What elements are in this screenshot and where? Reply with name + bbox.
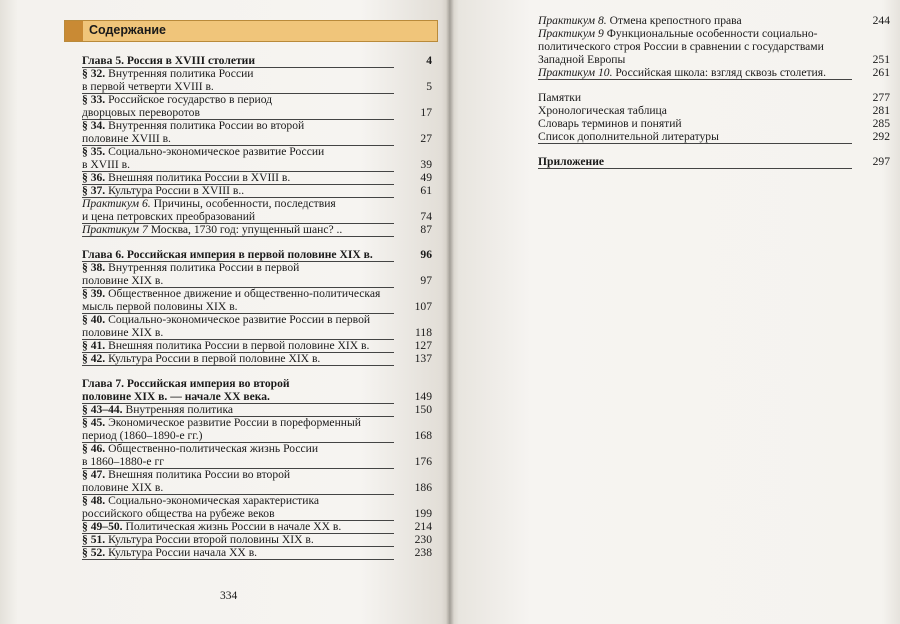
page-number: 214	[414, 520, 432, 533]
entry-title: Словарь терминов и понятий	[538, 117, 682, 130]
toc-entry-bibliography[interactable]	[538, 130, 890, 143]
page-number: 292	[872, 130, 890, 143]
entry-title-line: Общественное движение и общественно-политическая	[108, 287, 381, 300]
book-gutter-shadow	[446, 0, 454, 624]
toc-entry-52[interactable]	[82, 546, 432, 559]
entry-title-line: Внутренняя политика России во второй	[108, 119, 305, 132]
entry-title-line: Российское государство в период	[108, 93, 273, 106]
entry-title-line: российского общества на рубеже веков	[82, 507, 275, 520]
entry-prefix: Практикум 7	[82, 223, 148, 236]
entry-title-line: Внешняя политика России в XVIII в.	[108, 171, 291, 184]
page-number: 199	[414, 507, 432, 520]
entry-title-line: Функциональные особенности социально-	[606, 27, 818, 40]
right-table-of-contents	[538, 14, 890, 168]
page-number: 150	[414, 403, 432, 416]
entry-prefix: § 36.	[82, 171, 106, 184]
toc-entry-34[interactable]	[82, 119, 432, 145]
toc-entry-36[interactable]	[82, 171, 432, 184]
page-number: 281	[872, 104, 890, 117]
page-number: 149	[414, 390, 432, 403]
section-gap	[82, 365, 432, 377]
page-number: 238	[414, 546, 432, 559]
entry-title-line: и цена петровских преобразований	[82, 210, 256, 223]
section-gap	[538, 143, 890, 155]
page-number: 251	[872, 53, 890, 66]
page-number: 277	[872, 91, 890, 104]
chapter-6-heading[interactable]	[82, 248, 432, 261]
underline-rule	[538, 79, 852, 80]
entry-title-line: Внутренняя политика России в первой	[108, 261, 300, 274]
chapter-title-line: половине XIX в. — начале XX века.	[82, 390, 270, 403]
entry-title-line: мысль первой половины XIX в.	[82, 300, 238, 313]
page-number: 96	[420, 248, 432, 261]
entry-prefix: § 42.	[82, 352, 106, 365]
entry-title-line: половине XIX в.	[82, 326, 164, 339]
toc-entry-35[interactable]	[82, 145, 432, 171]
toc-entry-51[interactable]	[82, 533, 432, 546]
entry-title-line: Культура России в первой половине XIX в.	[108, 352, 321, 365]
toc-entry-32[interactable]	[82, 67, 432, 93]
entry-title-line: половине XIX в.	[82, 274, 164, 287]
entry-title: Приложение	[538, 155, 605, 168]
toc-entry-glossary[interactable]	[538, 117, 890, 130]
toc-entry-practicum-7[interactable]	[82, 223, 432, 236]
toc-entry-39[interactable]	[82, 287, 432, 313]
entry-title-line: Общественно-политическая жизнь России	[108, 442, 319, 455]
entry-title-line: Причины, особенности, последствия	[153, 197, 336, 210]
toc-entry-37[interactable]	[82, 184, 432, 197]
page-number: 261	[872, 66, 890, 79]
toc-entry-reminders[interactable]	[538, 91, 890, 104]
section-gap	[538, 79, 890, 91]
entry-prefix: § 40.	[82, 313, 106, 326]
toc-entry-practicum-10[interactable]	[538, 66, 890, 79]
entry-prefix: § 43–44.	[82, 403, 123, 416]
underline-rule	[538, 143, 852, 144]
entry-prefix: § 34.	[82, 119, 106, 132]
toc-entry-47[interactable]	[82, 468, 432, 494]
toc-entry-practicum-8[interactable]	[538, 14, 890, 27]
page-number-footer: 334	[220, 590, 238, 602]
toc-entry-41[interactable]	[82, 339, 432, 352]
contents-header	[64, 20, 438, 42]
page-number: 176	[414, 455, 432, 468]
entry-title-line: политического строя России в сравнении с государствами	[538, 40, 824, 53]
page-number: 118	[415, 326, 432, 339]
underline-rule	[82, 559, 394, 560]
page-number: 39	[420, 158, 432, 171]
page-number: 4	[426, 54, 432, 67]
header-tab-marker	[65, 21, 83, 41]
page-number: 297	[872, 155, 890, 168]
entry-title-line: Культура России второй половины XIX в.	[108, 533, 314, 546]
entry-title-line: Культура России начала XX в.	[108, 546, 258, 559]
toc-entry-40[interactable]	[82, 313, 432, 339]
entry-title-line: Российская школа: взгляд сквозь столетия.	[615, 66, 826, 79]
toc-entry-42[interactable]	[82, 352, 432, 365]
entry-title-line: Политическая жизнь России в начале XX в.	[125, 520, 342, 533]
entry-title-line: период (1860–1890-е гг.)	[82, 429, 203, 442]
page-number: 137	[414, 352, 432, 365]
toc-entry-43-44[interactable]	[82, 403, 432, 416]
entry-prefix: § 52.	[82, 546, 106, 559]
toc-entry-supplement[interactable]	[538, 155, 890, 168]
entry-prefix: § 33.	[82, 93, 106, 106]
entry-title-line: Западной Европы	[538, 53, 626, 66]
chapter-title: Глава 5. Россия в XVIII столетии	[82, 54, 256, 67]
toc-entry-45[interactable]	[82, 416, 432, 442]
page-number: 107	[414, 300, 432, 313]
entry-title-line: дворцовых переворотов	[82, 106, 200, 119]
chapter-title: Глава 6. Российская империя в первой половине XIX в.	[82, 248, 373, 261]
entry-title-line: в 1860–1880-е гг	[82, 455, 164, 468]
toc-entry-chronology[interactable]	[538, 104, 890, 117]
entry-title-line: половине XIX в.	[82, 481, 164, 494]
entry-prefix: § 48.	[82, 494, 106, 507]
entry-prefix: § 35.	[82, 145, 106, 158]
page-number: 168	[414, 429, 432, 442]
entry-title-line: Внутренняя политика России	[108, 67, 254, 80]
chapter-5-heading[interactable]	[82, 54, 432, 67]
entry-title-line: в XVIII в.	[82, 158, 130, 171]
entry-title: Список дополнительной литературы	[538, 130, 719, 143]
chapter-title-line: Глава 7. Российская империя во второй	[82, 377, 290, 390]
toc-entry-46[interactable]	[82, 442, 432, 468]
page-number: 127	[414, 339, 432, 352]
entry-prefix: Практикум 9	[538, 27, 604, 40]
entry-title: Хронологическая таблица	[538, 104, 667, 117]
entry-title-line: Москва, 1730 год: упущенный шанс? ..	[150, 223, 343, 236]
underline-rule	[82, 236, 394, 237]
left-table-of-contents	[82, 54, 432, 559]
entry-prefix: § 37.	[82, 184, 106, 197]
page-number: 186	[414, 481, 432, 494]
entry-title-line: половине XVIII в.	[82, 132, 171, 145]
entry-prefix: § 49–50.	[82, 520, 123, 533]
entry-title-line: Социально-экономическое развитие России в первой	[108, 313, 371, 326]
toc-entry-practicum-9[interactable]	[538, 27, 890, 66]
toc-entry-48[interactable]	[82, 494, 432, 520]
page-number: 49	[420, 171, 432, 184]
entry-title-line: Культура России в XVIII в..	[108, 184, 245, 197]
entry-prefix: Практикум 8.	[538, 14, 607, 27]
entry-prefix: § 38.	[82, 261, 106, 274]
underline-rule	[538, 168, 852, 169]
entry-prefix: Практикум 10.	[538, 66, 613, 79]
entry-prefix: § 45.	[82, 416, 106, 429]
entry-prefix: § 39.	[82, 287, 106, 300]
page-number: 87	[420, 223, 432, 236]
entry-title-line: Внешняя политика России во второй	[108, 468, 291, 481]
entry-title-line: Социально-экономическая характеристика	[108, 494, 320, 507]
chapter-7-heading[interactable]	[82, 377, 432, 403]
page-number: 74	[420, 210, 432, 223]
entry-title-line: Внутренняя политика	[125, 403, 234, 416]
page-number: 97	[420, 274, 432, 287]
toc-entry-practicum-6[interactable]	[82, 197, 432, 223]
entry-prefix: § 46.	[82, 442, 106, 455]
entry-prefix: § 32.	[82, 67, 106, 80]
entry-title-line: Социально-экономическое развитие России	[108, 145, 325, 158]
toc-entry-33[interactable]	[82, 93, 432, 119]
toc-entry-49-50[interactable]	[82, 520, 432, 533]
underline-rule	[82, 365, 394, 366]
entry-title-line: в первой четверти XVIII в.	[82, 80, 214, 93]
entry-title: Памятки	[538, 91, 582, 104]
page-number: 244	[872, 14, 890, 27]
section-gap	[82, 236, 432, 248]
page-number: 5	[426, 80, 432, 93]
entry-title-line: Внешняя политика России в первой половине XIX в.	[108, 339, 370, 352]
entry-prefix: § 47.	[82, 468, 106, 481]
page-number: 17	[420, 106, 432, 119]
page-number: 230	[414, 533, 432, 546]
page-number: 27	[420, 132, 432, 145]
toc-entry-38[interactable]	[82, 261, 432, 287]
entry-prefix: § 51.	[82, 533, 106, 546]
entry-prefix: § 41.	[82, 339, 106, 352]
page-number: 61	[420, 184, 432, 197]
entry-title-line: Экономическое развитие России в пореформенный	[108, 416, 361, 429]
page-number: 285	[872, 117, 890, 130]
entry-prefix: Практикум 6.	[82, 197, 151, 210]
contents-title: Содержание	[89, 23, 167, 37]
entry-title-line: Отмена крепостного права	[609, 14, 742, 27]
